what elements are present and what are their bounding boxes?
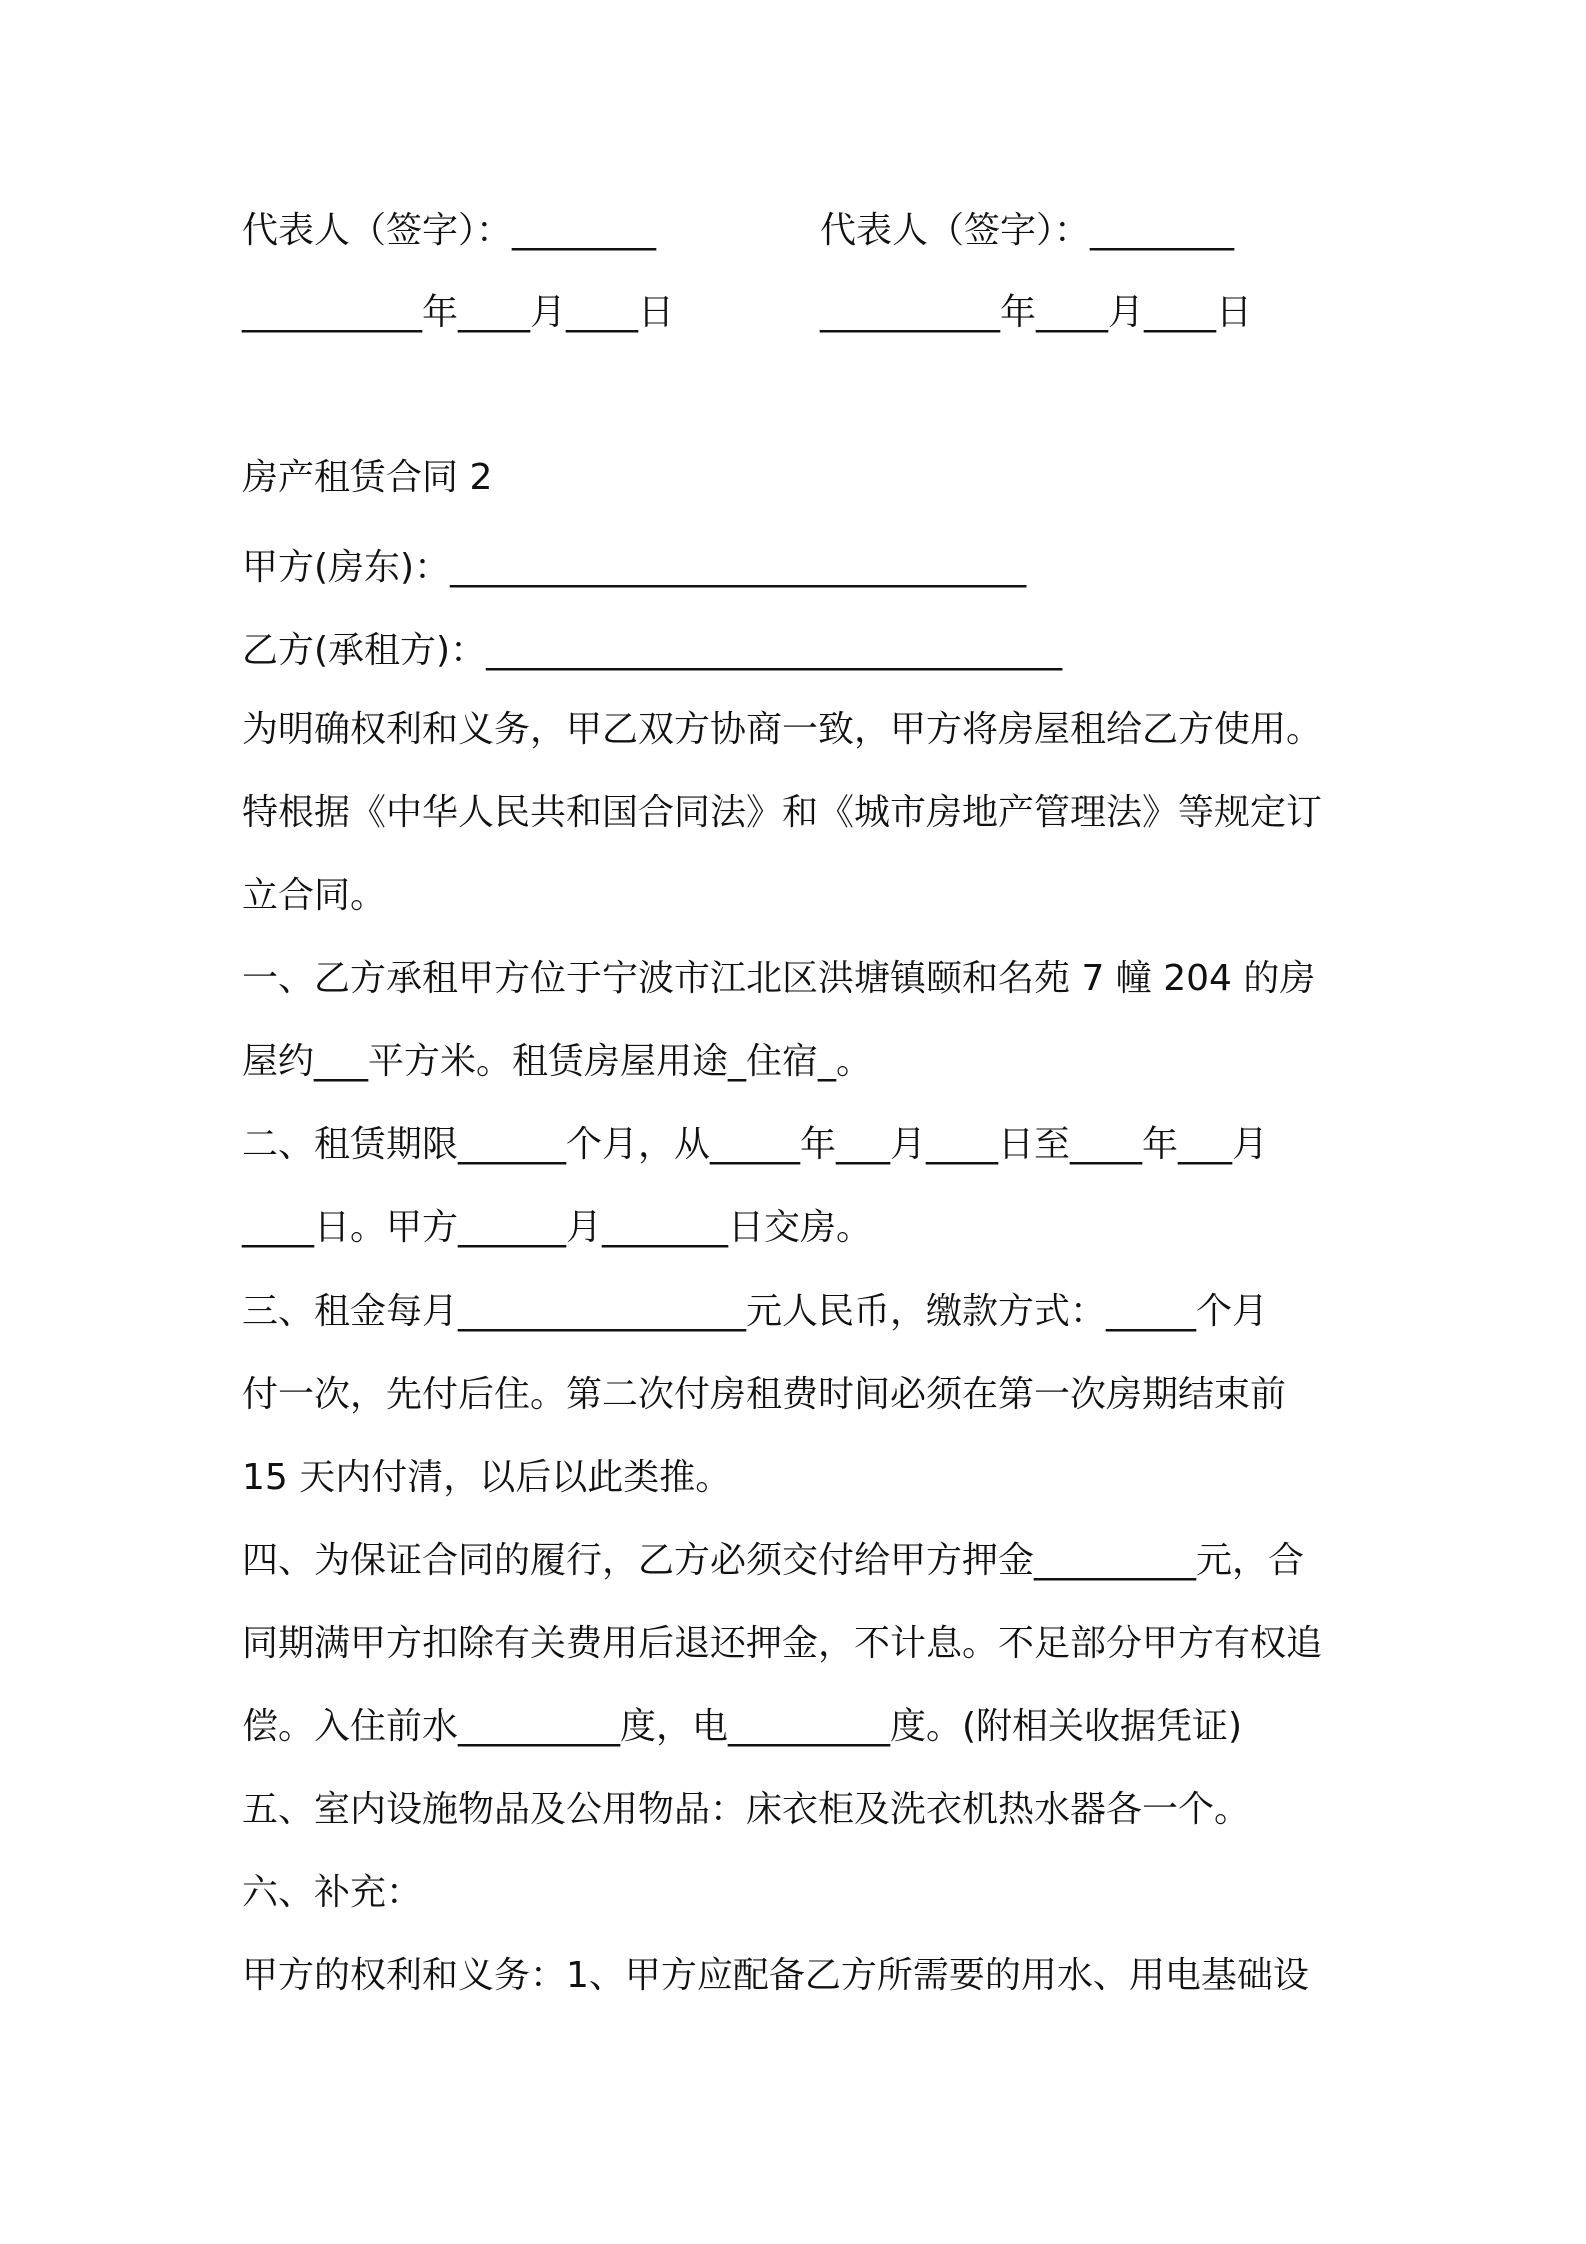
body-line: 立合同。 <box>242 875 387 916</box>
right-signature-date: __________年____月____日 <box>820 292 1252 333</box>
contract-title: 房产租赁合同 2 <box>242 457 493 498</box>
clause-four-line: 同期满甲方扣除有关费用后退还押金，不计息。不足部分甲方有权追 <box>242 1623 1323 1664</box>
clause-four-line: 四、为保证合同的履行，乙方必须交付给甲方押金_________元，合 <box>242 1540 1305 1581</box>
body-line: 特根据《中华人民共和国合同法》和《城市房地产管理法》等规定订 <box>242 792 1323 833</box>
clause-one-line: 屋约___平方米。租赁房屋用途_住宿_。 <box>242 1041 873 1082</box>
clause-three-line: 付一次，先付后住。第二次付房租费时间必须在第一次房期结束前 <box>242 1374 1287 1415</box>
clause-two-line: ____日。甲方______月_______日交房。 <box>242 1207 873 1248</box>
party-a-line: 甲方(房东)：________________________________ <box>242 547 1027 588</box>
clause-four-line: 偿。入住前水_________度，电_________度。(附相关收据凭证) <box>242 1706 1243 1747</box>
clause-six-heading: 六、补充： <box>242 1872 423 1913</box>
party-a-rights-line: 甲方的权利和义务：1、甲方应配备乙方所需要的用水、用电基础设 <box>242 1955 1309 1996</box>
clause-three-line: 三、租金每月________________元人民币，缴款方式：_____个月 <box>242 1291 1269 1332</box>
clause-two-line: 二、租赁期限______个月，从_____年___月____日至____年___月 <box>242 1124 1269 1165</box>
body-line: 为明确权利和义务，甲乙双方协商一致，甲方将房屋租给乙方使用。 <box>242 709 1323 750</box>
right-representative-signature: 代表人（签字）：________ <box>820 210 1235 251</box>
left-representative-signature: 代表人（签字）：________ <box>242 210 657 251</box>
left-signature-date: __________年____月____日 <box>242 292 674 333</box>
party-b-line: 乙方(承租方)：________________________________ <box>242 630 1063 671</box>
clause-three-line: 15 天内付清，以后以此类推。 <box>242 1457 732 1498</box>
clause-one-line: 一、乙方承租甲方位于宁波市江北区洪塘镇颐和名苑 7 幢 204 的房 <box>242 958 1316 999</box>
clause-five-line: 五、室内设施物品及公用物品：床衣柜及洗衣机热水器各一个。 <box>242 1789 1251 1830</box>
